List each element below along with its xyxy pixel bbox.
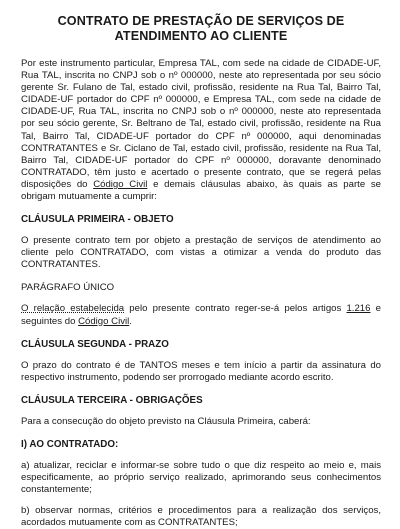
obligation-item-a: a) atualizar, reciclar e informar-se sobre tudo o que diz respeito ao meio e, mais especificamente, ao próprio serviço realizado, aprimorando seus conhecimentos constantemente; — [21, 459, 381, 496]
paragraph-unico-text-3: . — [129, 315, 132, 327]
paragraph-unico-text — [21, 303, 381, 327]
civil-code-link-2[interactable]: Código Civil — [78, 315, 130, 327]
clause-2-text: O prazo do contrato é de TANTOS meses e tem início a partir da assinatura do respectivo instrumento, podendo ser prorrogado mediante acordo escrito. — [21, 359, 381, 383]
civil-code-link[interactable]: Código Civil — [93, 178, 148, 190]
article-link[interactable]: 1.216 — [346, 303, 371, 315]
title-line-2: ATENDIMENTO AO CLIENTE — [114, 29, 288, 43]
contratado-obligations-heading: I) AO CONTRATADO: — [21, 438, 119, 450]
document-title — [21, 14, 381, 44]
preamble-tail: e demais cláusulas abaixo, às quais as parte se obrigam mutuamente a cumprir: — [21, 178, 381, 203]
clause-2-heading: CLÁUSULA SEGUNDA - PRAZO — [21, 338, 169, 350]
paragraph-unico-underlined: O relação estabelecida — [21, 303, 125, 315]
clause-3-heading: CLÁUSULA TERCEIRA - OBRIGAÇÕES — [21, 394, 203, 406]
obligation-item-b: b) observar normas, critérios e procedimentos para a realização dos serviços, acordados mutuamente com as CONTRATANTES; — [21, 505, 381, 529]
paragraph-unico-text-1: pelo presente contrato reger-se-á pelos artigos — [124, 303, 347, 315]
preamble-paragraph — [21, 58, 381, 203]
clause-1-text: O presente contrato tem por objeto a prestação de serviços de atendimento ao cliente pelo CONTRATADO, com vistas a otimizar a venda do produto das CONTRATANTES. — [21, 235, 381, 271]
clause-3-intro: Para a consecução do objeto previsto na Cláusula Primeira, caberá: — [21, 415, 311, 427]
preamble-text: Por este instrumento particular, Empresa TAL, com sede na cidade de CIDADE-UF, Rua TAL, inscrita no CNPJ sob o nº 000000, neste ato representada por seu sócio gerente Sr. Fulano de Tal, estado civil, profissão, residente na Rua Tal, Bairro Tal, CIDADE-UF portador do CPF nº 000000, e Empresa TAL, com sede na cidade de CIDADE-UF, Rua TAL, inscrita no CNPJ sob o nº 000000, neste ato representada por seu sócio gerente, Sr. Beltrano de Tal, estado civil, profissão, residente na Rua Tal, Bairro Tal, CIDADE-UF portador do CPF nº 000000, aqui denominadas CONTRATANTES e Sr. Ciclano de Tal, estado civil, profissão, residente na Rua Tal, Bairro Tal, CIDADE-UF portador do CPF nº 000000, doravante denominado CONTRATADO, têm justo e acertado o presente contrato, que se regerá pelas disposições do — [21, 58, 381, 190]
paragraph-unico-heading: PARÁGRAFO ÚNICO — [21, 282, 115, 294]
clause-1-heading: CLÁUSULA PRIMEIRA - OBJETO — [21, 214, 174, 226]
title-line-1: CONTRATO DE PRESTAÇÃO DE SERVIÇOS DE — [57, 14, 345, 28]
paragraph-unico-text-2: e seguintes do — [21, 303, 381, 327]
